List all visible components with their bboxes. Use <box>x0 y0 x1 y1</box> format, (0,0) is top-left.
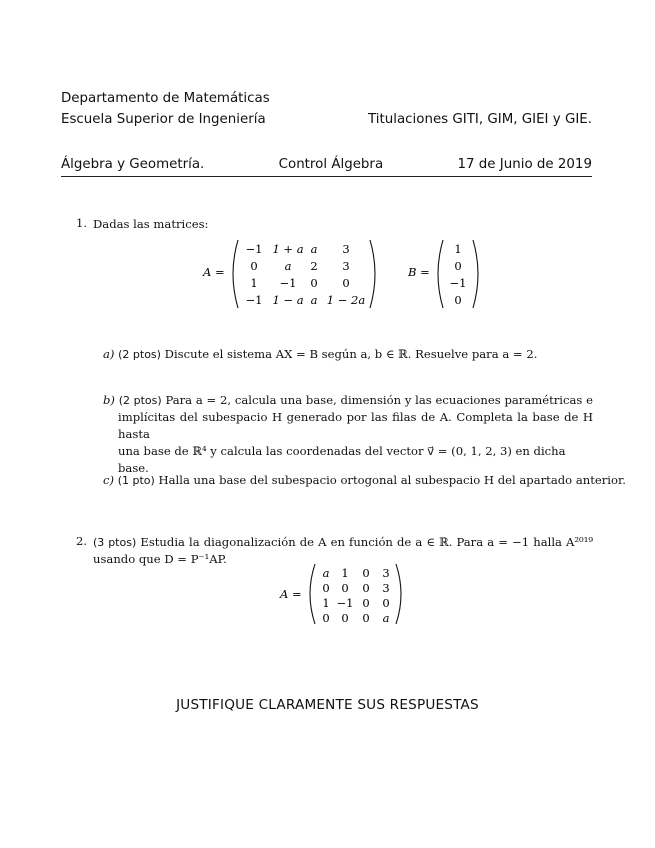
matrix-a-cell: a <box>310 242 318 256</box>
matrix-b-right-paren <box>473 240 478 308</box>
q2-line2: usando que D = P⁻¹AP. <box>93 552 227 566</box>
q1c-letter: c) <box>103 473 115 487</box>
matrix-a-cell: 0 <box>250 259 258 273</box>
q1b-letter: b) <box>103 393 115 407</box>
exam-date: 17 de Junio de 2019 <box>457 157 592 172</box>
q2-matrix-cell: 1 <box>341 566 349 580</box>
school: Escuela Superior de Ingeniería <box>61 112 266 127</box>
subject-line <box>61 157 592 177</box>
matrix-a-cell: a <box>284 259 292 273</box>
matrix-a-cell: 2 <box>310 259 318 273</box>
q2-matrix-cell: 0 <box>341 581 349 595</box>
matrix-a-cell: 0 <box>310 276 318 290</box>
q1a-text: Discute el sistema AX = B según a, b ∈ ℝ. Resuelve para a = 2. <box>164 347 538 361</box>
q1-intro: Dadas las matrices: <box>93 217 209 231</box>
q2-matrix-cell: 0 <box>362 596 370 610</box>
matrix-a-cell: −1 <box>245 242 263 256</box>
q2-matrix-cell: a <box>322 566 330 580</box>
matrix-a-cell: 1 <box>250 276 258 290</box>
matrix-b-label: B = <box>408 265 430 279</box>
q2-matrix-cell: 3 <box>382 566 390 580</box>
matrix-a-cell: −1 <box>279 276 297 290</box>
q2-matrix-cell: 0 <box>362 611 370 625</box>
q1a-letter: a) <box>103 347 115 361</box>
q2-matrix-cell: 3 <box>382 581 390 595</box>
q1-part-c <box>103 472 626 489</box>
subject: Álgebra y Geometría. <box>61 157 205 172</box>
q2-matrix-cell: 0 <box>382 596 390 610</box>
matrix-a-cell: 0 <box>342 276 350 290</box>
matrix-a-left-paren <box>233 240 238 308</box>
q2-matrix-cell: 0 <box>362 566 370 580</box>
q2-matrix-cell: 0 <box>341 611 349 625</box>
q2-matrix-cell: −1 <box>336 596 354 610</box>
q1-number: 1. <box>76 216 88 230</box>
q2-matrix <box>0 560 655 628</box>
q2-matrix-right-paren <box>396 564 401 624</box>
q2-matrix-label: A = <box>280 587 302 601</box>
q1b-line1: Para a = 2, calcula una base, dimensión y las ecuaciones paramétricas e <box>165 393 594 407</box>
matrix-b-left-paren <box>438 240 443 308</box>
q1b-line3: una base de ℝ⁴ y calcula las coordenadas del vector v⃗ = (0, 1, 2, 3) en dicha base. <box>118 444 566 475</box>
matrix-a-cell: 3 <box>342 242 350 256</box>
matrix-a-cell: 1 − a <box>272 293 304 307</box>
matrix-a-label: A = <box>203 265 225 279</box>
matrix-a-cell: 3 <box>342 259 350 273</box>
q2-matrix-cell: 0 <box>362 581 370 595</box>
q1-matrices <box>0 236 655 316</box>
footer-instruction: JUSTIFIQUE CLARAMENTE SUS RESPUESTAS <box>176 697 479 713</box>
matrix-a-cell: 1 − 2a <box>326 293 366 307</box>
matrix-a-cell: −1 <box>245 293 263 307</box>
q1b-points: (2 ptos) <box>118 394 162 407</box>
q1c-text: Halla una base del subespacio ortogonal al subespacio H del apartado anterior. <box>158 473 626 487</box>
q1-part-a <box>103 346 537 363</box>
degrees: Titulaciones GITI, GIM, GIEI y GIE. <box>368 112 592 127</box>
q2-matrix-cell: 0 <box>322 611 330 625</box>
q2-line1: Estudia la diagonalización de A en función de a ∈ ℝ. Para a = −1 halla A²⁰¹⁹ <box>140 535 594 549</box>
matrix-b-cell: −1 <box>449 276 467 290</box>
matrix-a-cell: a <box>310 293 318 307</box>
matrix-b-cell: 0 <box>454 259 462 273</box>
q2-number: 2. <box>76 534 88 548</box>
department: Departamento de Matemáticas <box>61 91 270 106</box>
matrix-a-cell: 1 + a <box>272 242 304 256</box>
exam-name: Control Álgebra <box>278 157 384 172</box>
q1c-points: (1 pto) <box>117 474 155 487</box>
matrix-b-cell: 0 <box>454 293 462 307</box>
q1a-points: (2 ptos) <box>118 348 161 361</box>
q2-matrix-cell: 1 <box>322 596 330 610</box>
matrix-a-right-paren <box>370 240 375 308</box>
q2-matrix-left-paren <box>310 564 315 624</box>
matrix-b-cell: 1 <box>454 242 462 256</box>
q1b-line2: implícitas del subespacio H generado por las filas de A. Completa la base de H hasta <box>118 410 593 441</box>
q1-part-b <box>103 392 593 477</box>
q2-points: (3 ptos) <box>93 536 137 549</box>
q2-matrix-cell: 0 <box>322 581 330 595</box>
q2-matrix-cell: a <box>382 611 390 625</box>
exam-header <box>61 88 592 130</box>
